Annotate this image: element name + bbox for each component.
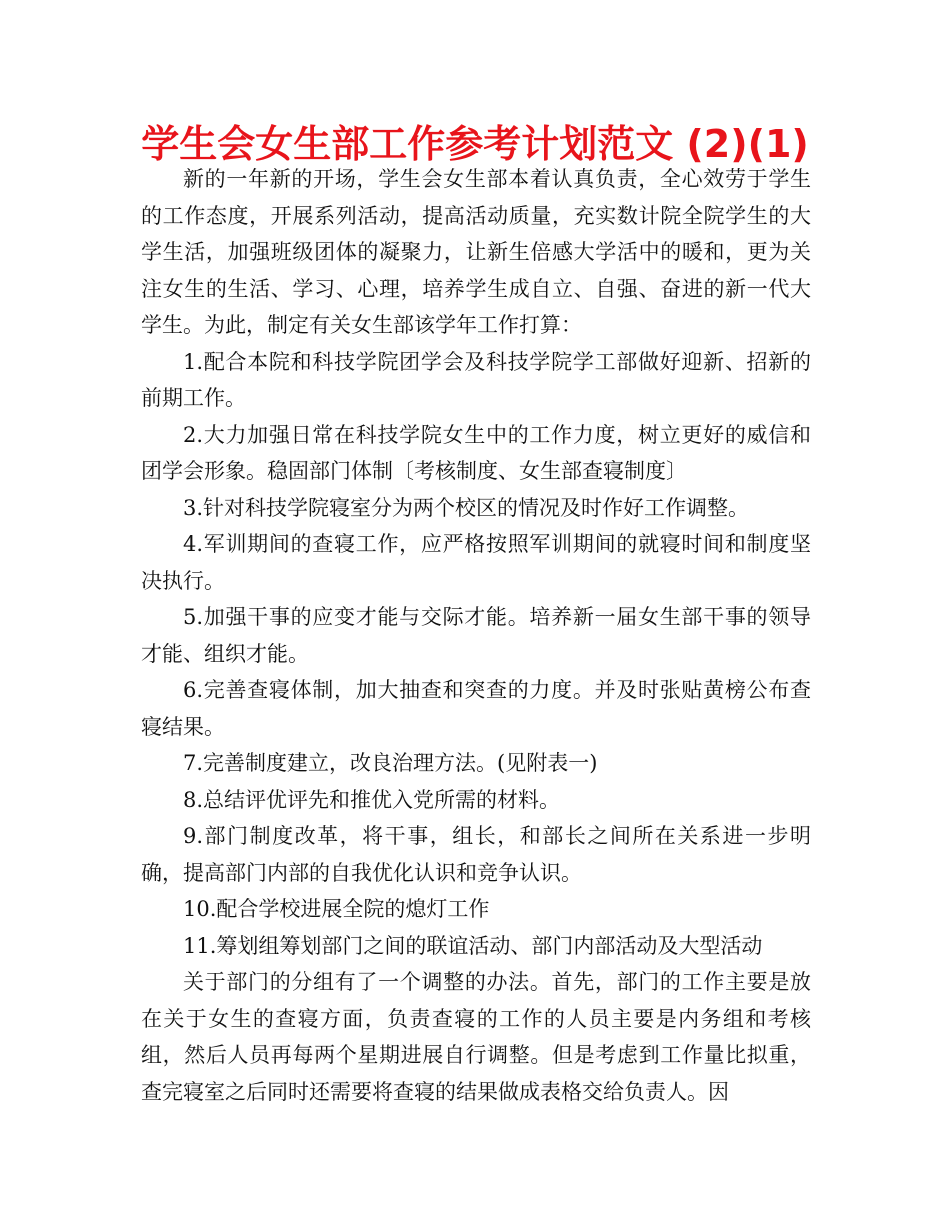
grouping-paragraph: 关于部门的分组有了一个调整的办法。首先，部门的工作主要是放在关于女生的查寝方面，负责查寝的工作的人员主要是内务组和考核组，然后人员再每两个星期进展自行调整。但是考虑到工作量比拟重，查完寝室之后同时还需要将查寝的结果做成表格交给负责人。因 [141,970,811,1104]
document-title: 学生会女生部工作参考计划范文 (2)(1) [141,122,809,166]
plan-item-1: 1.配合本院和科技学院团学会及科技学院学工部做好迎新、招新的前期工作。 [141,349,811,410]
plan-item-6: 6.完善查寝体制，加大抽查和突查的力度。并及时张贴黄榜公布查寝结果。 [141,678,811,739]
document-body [141,161,811,1110]
plan-item-4: 4.军训期间的查寝工作，应严格按照军训期间的就寝时间和制度坚决执行。 [141,532,811,593]
plan-item-8: 8.总结评优评先和推优入党所需的材料。 [183,787,561,812]
plan-item-11: 11.筹划组筹划部门之间的联谊活动、部门内部活动及大型活动 [183,933,763,958]
plan-item-10: 10.配合学校进展全院的熄灯工作 [183,897,490,921]
plan-item-5: 5.加强干事的应变才能与交际才能。培养新一届女生部干事的领导才能、组织才能。 [141,605,811,666]
intro-paragraph: 新的一年新的开场，学生会女生部本着认真负责，全心效劳于学生的工作态度，开展系列活动，提高活动质量，充实数计院全院学生的大学生活，加强班级团体的凝聚力，让新生倍感大学活中的暖和，更为关注女生的生活、学习、心理，培养学生成自立、自强、奋进的新一代大学生。为此，制定有关女生部该学年工作打算： [141,167,811,337]
plan-item-9: 9.部门制度改革，将干事，组长，和部长之间所在关系进一步明确，提高部门内部的自我优化认识和竞争认识。 [141,824,811,885]
plan-item-3: 3.针对科技学院寝室分为两个校区的情况及时作好工作调整。 [183,495,750,520]
plan-item-7: 7.完善制度建立，改良治理方法。(见附表一) [183,751,598,775]
plan-item-2: 2.大力加强日常在科技学院女生中的工作力度，树立更好的威信和团学会形象。稳固部门体制〔考核制度、女生部查寝制度〕 [141,422,811,483]
